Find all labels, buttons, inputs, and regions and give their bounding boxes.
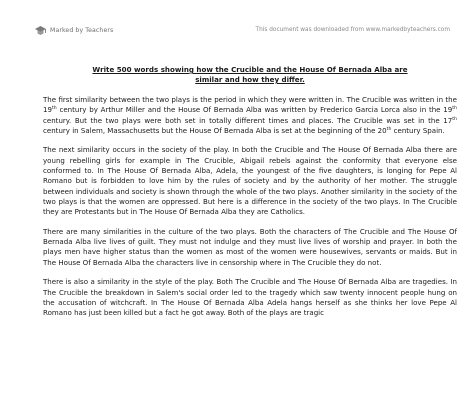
p1-sup-3: th — [452, 116, 457, 122]
p1-sup-1: th — [51, 106, 57, 112]
essay-title-line-1: Write 500 words showing how the Crucible and the House Of Bernada Alba are — [92, 65, 408, 74]
essay-title — [49, 65, 451, 85]
essay-document — [43, 65, 457, 319]
paragraph-4: There is also a similarity in the style of the play. Both The Crucible and The House Of Bernada Alba are tragedies. In The Crucible the breakdown in Salem's social order led to the tragedy which saw twenty innocent people hung on the accusation of witchcraft. In The House Of Bernada Alba Adela hangs herself as she thinks her love Pepe Al Romano has just been killed but a fact he got away. Both of the plays are tragic — [43, 277, 457, 318]
paragraph-2: The next similarity occurs in the society of the play. In both the Crucible and The House Of Bernada Alba there are young rebelling girls for example in The Crucible, Abigail rebels against the conformity that everyone else conformed to. In The House Of Bernada Alba, Adela, the youngest of the five daughters, is longing for Pepe Al Romano but is forbidden to love him by the rules of society and by the authority of her mother. The struggle between individuals and society is shown through the whole of the two plays. Another similarity in the society of the two plays is that the women are oppressed. But here is a difference in the society of the two plays. In The Crucible they are Protestants but in The House Of Bernada Alba they are Catholics. — [43, 145, 457, 217]
p1-text-d: century in Salem, Massachusetts but the House Of Bernada Alba is set at the beginning of the 20 — [43, 126, 387, 136]
graduation-cap-icon — [34, 24, 47, 37]
p1-text-a: The first similarity between the two plays is the period in which they were written in. The Crucible was written in the 19 — [43, 95, 457, 115]
site-header — [0, 0, 474, 44]
p1-text-b: century by Arthur Miller and the House Of Bernada Alba was written by Frederico Garcia Lorca also in the 19 — [56, 105, 453, 115]
p1-sup-4: th — [386, 127, 392, 133]
essay-title-line-2: similar and how they differ. — [195, 75, 305, 84]
paragraph-1 — [43, 95, 457, 136]
p1-sup-2: th — [452, 106, 457, 112]
logo-text: Marked by Teachers — [50, 26, 114, 34]
marked-by-teachers-logo[interactable] — [34, 23, 113, 37]
p1-text-c: century. But the two plays were both set in totally different times and places. The Crucible was set in the 17 — [43, 115, 453, 125]
download-notice: This document was downloaded from www.markedbyteachers.com — [255, 27, 450, 33]
paragraph-3: There are many similarities in the culture of the two plays. Both the characters of The Crucible and The House Of Bernada Alba live lives of guilt. They must not indulge and they must live lives of worship and prayer. In both the plays men have higher status than the women as most of the women were housewives, servants or maids. But in The House Of Bernada Alba the characters live in censorship where in The Crucible they do not. — [43, 226, 457, 267]
p1-text-e: century Spain. — [391, 126, 445, 136]
